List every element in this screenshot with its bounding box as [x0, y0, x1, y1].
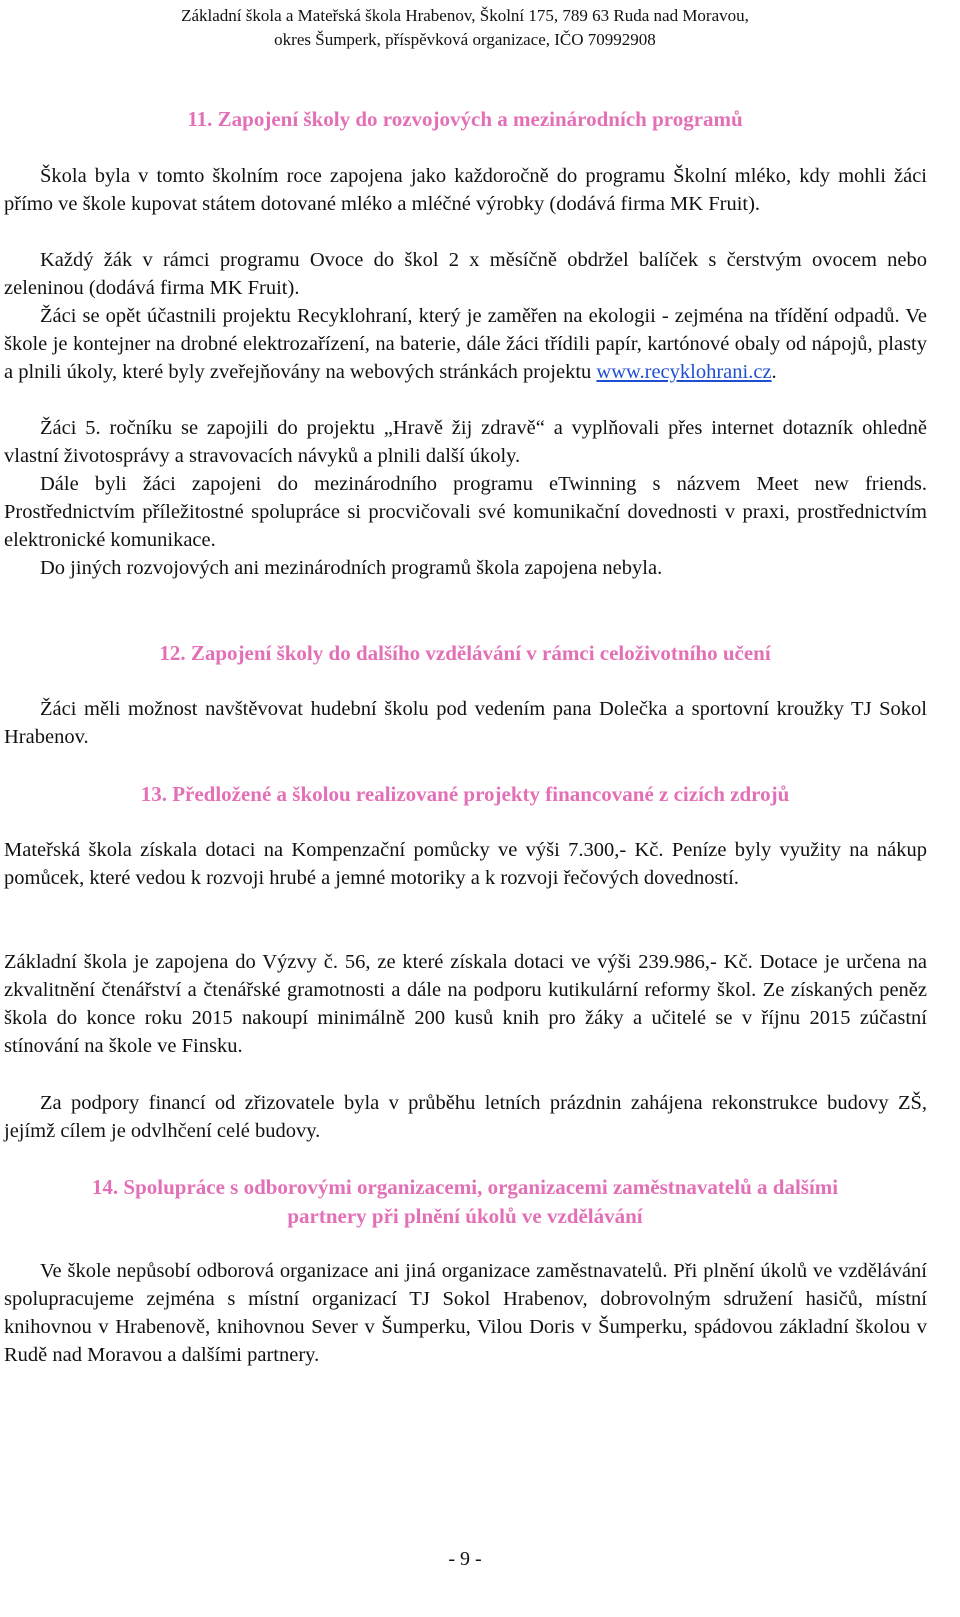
section-13-paragraph-1: Mateřská škola získala dotaci na Kompenzační pomůcky ve výši 7.300,- Kč. Peníze byly využity na nákup pomůcek, které vedou k rozvoji hrubé a jemné motoriky a k rozvoji řečových dovedností. — [4, 839, 927, 889]
section-11-paragraph-1: Škola byla v tomto školním roce zapojena jako každoročně do programu Školní mléko, kdy mohli žáci přímo ve škole kupovat státem dotované mléko a mléčné výrobky (dodává firma MK Fruit). — [4, 165, 927, 215]
section-14-title-line-2: partnery při plnění úkolů ve vzdělávání — [287, 1204, 643, 1228]
section-13-title: 13. Předložené a školou realizované projekty financované z cizích zdrojů — [140, 782, 790, 806]
header-line-1: Základní škola a Mateřská škola Hrabenov, Školní 175, 789 63 Ruda nad Moravou, — [181, 6, 749, 25]
section-11-paragraph-4: Žáci 5. ročníku se zapojili do projektu „Hravě žij zdravě“ a vyplňovali přes internet dotazník ohledně vlastní životosprávy a stravovacích návyků a plnili další úkoly. — [4, 417, 927, 467]
recyklohrani-link[interactable]: www.recyklohrani.cz — [596, 361, 772, 383]
section-11-paragraph-6: Do jiných rozvojových ani mezinárodních programů škola zapojena nebyla. — [40, 557, 663, 579]
page-header — [0, 4, 930, 52]
section-13-paragraph-2: Základní škola je zapojena do Výzvy č. 56, ze které získala dotaci ve výši 239.986,- Kč. Dotace je určena na zkvalitnění čtenářství a čtenářské gramotnosti a dále na podporu kutikulární reformy škol. Ze získaných peněz škola do konce roku 2015 nakoupí minimálně 200 kusů knih pro žáky a učitelé se v říjnu 2015 zúčastní stínování na škole ve Finsku. — [4, 951, 927, 1057]
section-11-title: 11. Zapojení školy do rozvojových a mezinárodních programů — [187, 107, 743, 131]
section-11-paragraph-5: Dále byli žáci zapojeni do mezinárodního programu eTwinning s názvem Meet new friends. Prostřednictvím příležitostné spolupráce si procvičovali své komunikační dovednosti v praxi, prostřednictvím elektronické komunikace. — [4, 473, 927, 551]
header-line-2: okres Šumperk, příspěvková organizace, IČO 70992908 — [274, 30, 656, 49]
section-11-paragraph-3-end: . — [771, 361, 777, 383]
section-11-paragraph-2: Každý žák v rámci programu Ovoce do škol 2 x měsíčně obdržel balíček s čerstvým ovocem nebo zeleninou (dodává firma MK Fruit). — [4, 249, 927, 299]
section-14-title — [0, 1173, 930, 1231]
page-number: - 9 - — [448, 1548, 482, 1570]
section-12-paragraph-1: Žáci měli možnost navštěvovat hudební školu pod vedením pana Dolečka a sportovní kroužky TJ Sokol Hrabenov. — [4, 698, 927, 748]
section-12-title: 12. Zapojení školy do dalšího vzdělávání v rámci celoživotního učení — [159, 641, 771, 665]
section-14-title-line-1: 14. Spolupráce s odborovými organizacemi, organizacemi zaměstnavatelů a dalšími — [91, 1175, 839, 1199]
section-11-paragraph-3-text: Žáci se opět účastnili projektu Recyklohraní, který je zaměřen na ekologii - zejména na třídění odpadů. Ve škole je kontejner na drobné elektrozařízení, na baterie, dále žáci třídili papír, kartónové obaly od nápojů, plasty a plnili úkoly, které byly zveřejňovány na webových stránkách projektu — [4, 305, 927, 383]
section-11-paragraph-3 — [4, 302, 927, 386]
section-14-paragraph-1: Ve škole nepůsobí odborová organizace ani jiná organizace zaměstnavatelů. Při plnění úkolů ve vzdělávání spolupracujeme zejména s místní organizací TJ Sokol Hrabenov, dobrovolným sdružení hasičů, místní knihovnou v Hrabenově, knihovnou Sever v Šumperku, Vilou Doris v Šumperku, spádovou základní školou v Rudě nad Moravou a dalšími partnery. — [4, 1260, 927, 1366]
section-13-paragraph-3: Za podpory financí od zřizovatele byla v průběhu letních prázdnin zahájena rekonstrukce budovy ZŠ, jejímž cílem je odvlhčení celé budovy. — [4, 1092, 927, 1142]
